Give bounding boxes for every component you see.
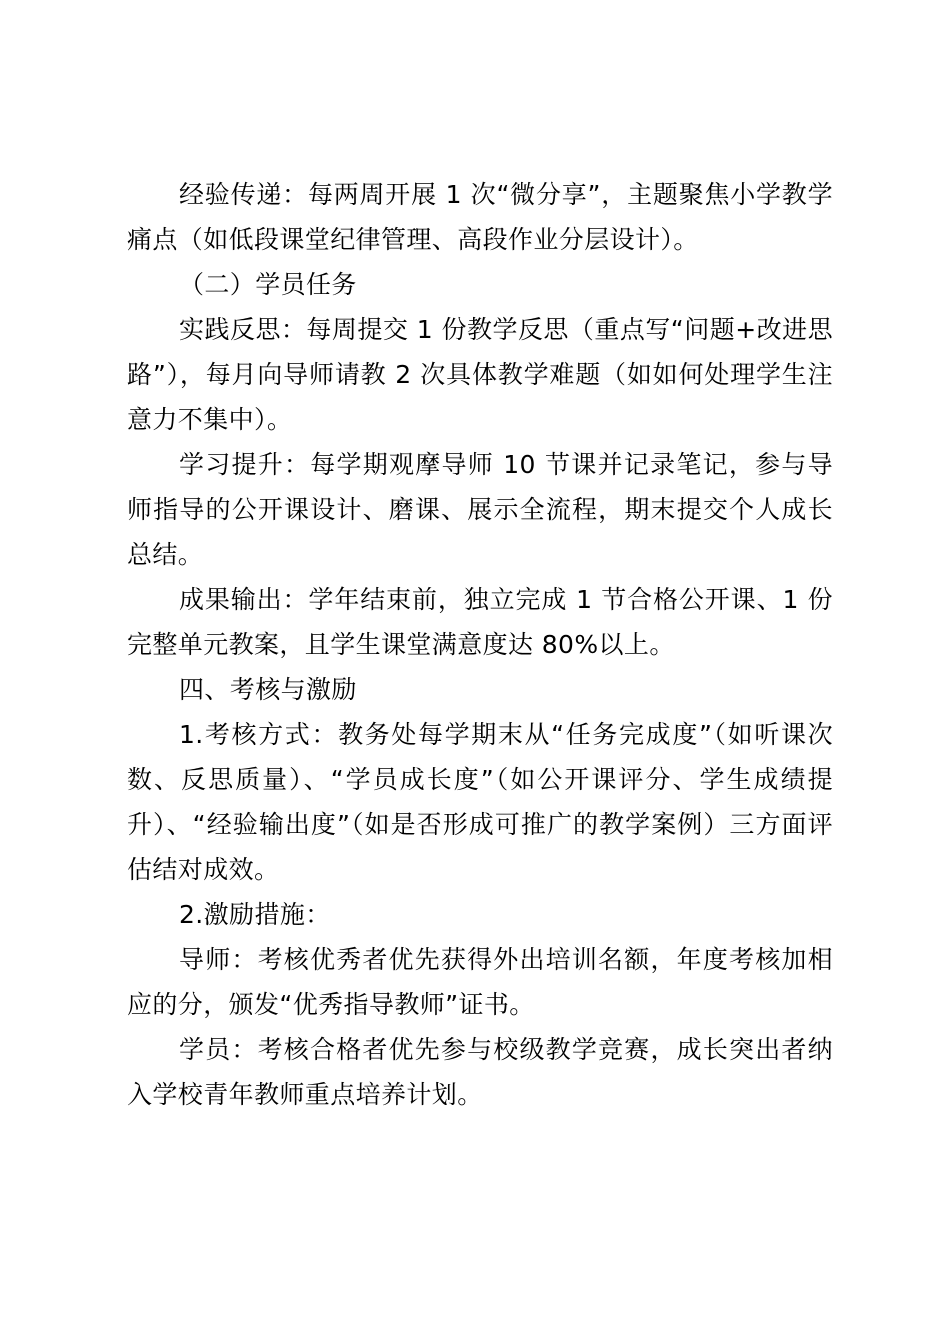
paragraph-incentive-measures: 2.激励措施： bbox=[179, 900, 331, 929]
heading-trainee-tasks: （二）学员任务 bbox=[179, 270, 357, 299]
paragraph-learning-improvement: 学习提升：每学期观摩导师 10 节课并记录笔记，参与导师指导的公开课设计、磨课、展示全流程，期末提交个人成长总结。 bbox=[127, 450, 833, 569]
heading-assessment-incentive: 四、考核与激励 bbox=[179, 675, 357, 704]
paragraph-practice-reflection: 实践反思：每周提交 1 份教学反思（重点写“问题+改进思路”），每月向导师请教 2 次具体教学难题（如如何处理学生注意力不集中）。 bbox=[127, 315, 833, 434]
paragraph-assessment-method: 1.考核方式：教务处每学期末从“任务完成度”（如听课次数、反思质量）、“学员成长度”（如公开课评分、学生成绩提升）、“经验输出度”（如是否形成可推广的教学案例）三方面评估结对成效。 bbox=[127, 720, 833, 884]
paragraph-experience-sharing: 经验传递：每两周开展 1 次“微分享”，主题聚焦小学教学痛点（如低段课堂纪律管理、高段作业分层设计）。 bbox=[127, 180, 833, 254]
paragraph-outcome-output: 成果输出：学年结束前，独立完成 1 节合格公开课、1 份完整单元教案，且学生课堂满意度达 80%以上。 bbox=[127, 585, 833, 659]
paragraph-mentor-incentive: 导师：考核优秀者优先获得外出培训名额，年度考核加相应的分，颁发“优秀指导教师”证书。 bbox=[127, 945, 833, 1019]
document-body bbox=[127, 172, 833, 1117]
paragraph-trainee-incentive: 学员：考核合格者优先参与校级教学竞赛，成长突出者纳入学校青年教师重点培养计划。 bbox=[127, 1035, 833, 1109]
